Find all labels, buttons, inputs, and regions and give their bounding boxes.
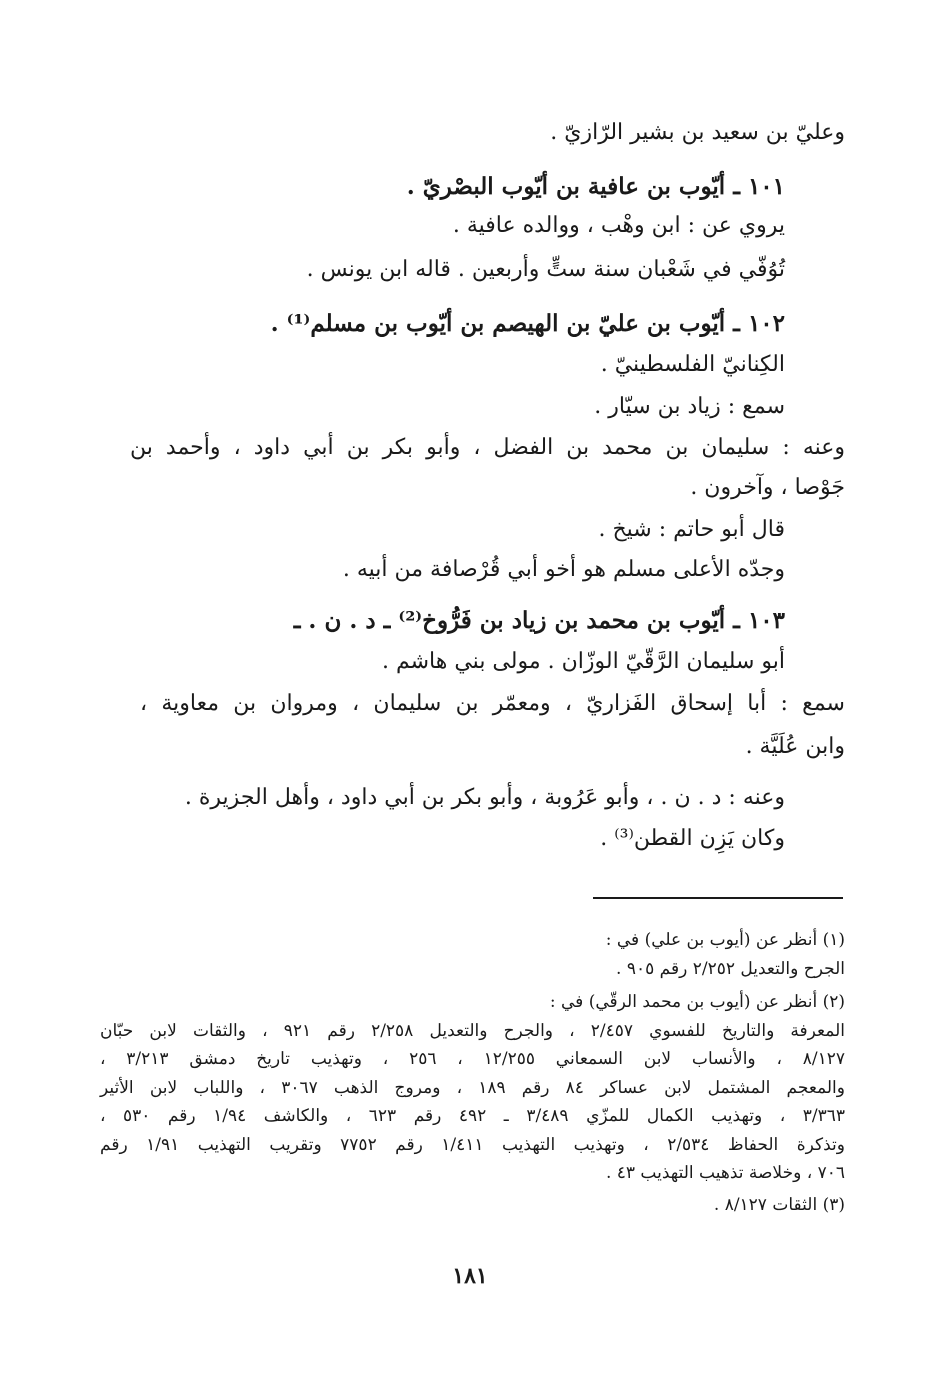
entry-heading: ١٠٢ ـ أيّوب بن عليّ بن الهيصم بن أيّوب بن مسلم⁽¹⁾ . — [270, 310, 785, 337]
text-line: جَوْصا ، وآخرون . — [690, 475, 845, 500]
text-line: سمع : زياد بن سيّار . — [594, 394, 785, 419]
footnote-line: والمعجم المشتمل لابن عساكر ٨٤ رقم ١٨٩ ، ومروج الذهب ٣٠٦٧ ، واللباب لابن الأثير — [100, 1078, 845, 1098]
text-line: تُوُفّي في شَعْبان سنة ستٍّ وأربعين . قاله ابن يونس . — [306, 257, 785, 282]
footnote-line: المعرفة والتاريخ للفسوي ٢/٤٥٧ ، والجرح والتعديل ٢/٢٥٨ رقم ٩٢١ ، والثقات لابن حبّان — [100, 1021, 845, 1041]
footnote-line: وتذكرة الحفاظ ٢/٥٣٤ ، وتهذيب التهذيب ١/٤١١ رقم ٧٧٥٢ وتقريب التهذيب ١/٩١ رقم — [100, 1135, 845, 1155]
footnote-separator — [593, 897, 843, 899]
entry-heading: ١٠١ ـ أيّوب بن عافية بن أيّوب البصْريّ . — [406, 173, 785, 200]
footnote-line: ٣/٣٦٣ ، وتهذيب الكمال للمزّي ٣/٤٨٩ ـ ٤٩٢ رقم ٦٢٣ ، والكاشف ١/٩٤ رقم ٥٣٠ ، — [100, 1106, 845, 1126]
text-line: وعنه : د . ن . ، وأبو عَرُوبة ، وأبو بكر بن أبي داود ، وأهل الجزيرة . — [184, 785, 785, 810]
text-line: يروي عن : ابن وهْب ، ووالده عافية . — [452, 213, 785, 238]
text-line: الكِنانيّ الفلسطينيّ . — [600, 352, 785, 377]
text-line: وعليّ بن سعيد بن بشير الرّازيّ . — [550, 120, 845, 145]
footnote-line: (١) أنظر عن (أيوب بن علي) في : — [605, 930, 845, 950]
footnote-line: الجرح والتعديل ٢/٢٥٢ رقم ٩٠٥ . — [616, 959, 845, 979]
footnote-line: (٣) الثقات ٨/١٢٧ . — [713, 1195, 845, 1215]
text-line: أبو سليمان الرَّقّيّ الوزّان . مولى بني هاشم . — [381, 649, 785, 674]
text-line: قال أبو حاتم : شيخ . — [598, 517, 785, 542]
footnote-line: ٧٠٦ ، وخلاصة تذهيب التهذيب ٤٣ . — [605, 1163, 845, 1183]
text-line: وجدّه الأعلى مسلم هو أخو أبي قُرْصافة من أبيه . — [342, 557, 785, 582]
footnote-line: (٢) أنظر عن (أيوب بن محمد الرقّي) في : — [549, 992, 845, 1012]
text-line: وابن عُلَيَّة . — [745, 734, 845, 759]
footnote-line: ٨/١٢٧ ، والأنساب لابن السمعاني ١٢/٢٥٥ ، ٢٥٦ ، وتهذيب تاريخ دمشق ٣/٢١٣ ، — [100, 1049, 846, 1069]
text-line: سمع : أبا إسحاق الفَزاريّ ، ومعمّر بن سليمان ، ومروان بن معاوية ، — [140, 691, 845, 716]
page-number: ١٨١ — [452, 1263, 488, 1289]
text-line: وكان يَزِن القطن⁽³⁾ . — [600, 826, 785, 851]
text-line: وعنه : سليمان بن محمد بن الفضل ، وأبو بكر بن أبي داود ، وأحمد بن — [130, 435, 845, 460]
entry-heading: ١٠٣ ـ أيّوب بن محمد بن زياد بن فَرُّوخ⁽²⁾ ـ د . ن . ـ — [293, 607, 785, 634]
